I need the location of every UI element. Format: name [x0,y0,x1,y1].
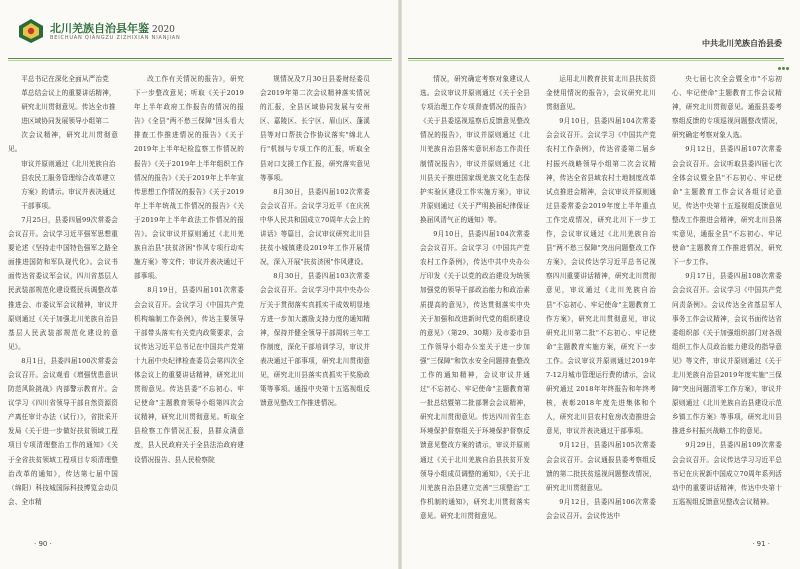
header-rule [408,58,784,59]
paragraph: 8月30日，县委四届102次常委会会议召开。会议学习近平《在庆祝中华人民共和国成立70周年大会上的讲话》等篇目，会议审议研究北川县扶贫小城镇建设2019年工作开展情况，深入开展"扶贫济困"作风建设。 [260,187,370,267]
paragraph: 9月10日，县委四届104次常委会会议召开。会议学习《中国共产党农村工作条例》，传达中共中央办公厅印发《关于以党的政治建设为统领加强党的领导干部政治能力和政治素质提高的意见》，传达贯彻落实中央关于加强和改进新时代党的组织建设的意见》（第29、30期）及市委市县工作领导小组办公室关于进一步加强"三保障"和饮水安全问题排查整改工作的通知精神，会议审议并通过"不忘初心、牢记使命"主题教育第一批总结暨第二批部署会会议精神，研究北川贯彻意见。传达四川省生态环境保护督察组关于环境保护督察反馈意见整改方案的请示，审议并原则通过《关于北川羌族自治县扶贫开发领导小组成员调整的通知》，《关于北川羌族自治县建立完善"三项整治"工作机制的通知》，研究北川贯彻落实意见。研究北川贯彻意见。 [420,230,530,520]
page-number-right: · 91 · [752,540,770,548]
text-column-2 [546,72,656,520]
paragraph: 9月12日，县委四届107次常委会会议召开。会议听取县委四届七次全体会议暨全县"不忘初心、牢记使命"主题教育工作会议各组讨论意见，传达中央第十五巡视组反馈意见整改工作推进会精神，研究北川县落实意见，通报全县"不忘初心、牢记使命"主题教育工作推进情况，研究下一步工作。 [672,145,782,267]
header-rule [8,58,392,59]
paragraph: 运用北川教育扶贫北川县扶贫资金使用情况的报告》，会议研究北川贯彻意见。 [546,75,656,112]
paragraph: 县农民工服务管理综合改革建立 [21,173,116,182]
paragraph: 央七届七次全会暨全市"不忘初心、牢记使命"主题教育工作会议精神，研究北川贯彻意见。通报县委考察组反馈的专项巡视问题整改情况，研究确定考察对象人选。 [672,75,782,140]
paragraph: 9月12日，县委四届105次常委会会议召开。会议通报县委考察组反馈的第二批扶贫巡视问题整改情况，研究北川贯彻意见。 [546,441,656,492]
paragraph: 8月1日，县委四届100次常委会会议召开。会议观看《增强忧患意识 防范风险挑战》内部警示教育片。会议学习《四川省领导干部自然资源资产离任审计办法（试行）》，省批采开发局《关于进一步做好扶贫领域工程项目专项清理整治工作的通知》《关于全省扶贫领域工程项目专项清理整治改革的通知》，传达第七届中国（绵阳）科技城国际科技博览会动员会、全市精 [8,356,118,506]
yearbook-title [50,20,175,36]
paragraph: 9月12日，县委四届106次常委会会议召开。会议传达中 [546,497,656,520]
paragraph: 8月19日，县委四届101次常委会会议召开。会议学习《中国共产党机构编制工作条例》，传达主要领导干部带头落实有关党内政策要求，会议传达习近平总书记在中国共产党第十九届中央纪律检查委员会第四次全体会议上的重要讲话精神，研究北川贯彻意见。传达县委"不忘初心、牢记使命"主题教育领导小组第四次会议精神，研究北川贯彻意见。听取全县检察工作情况汇报，县群众满意度，县人民政府关于全县法治政府建设情况报告、县人民检察院 [134,286,244,464]
text-column-1 [8,72,118,512]
paragraph: 研究北川贯彻意见。传达全市推 [21,103,116,112]
paragraph: 次会议精神，研究北川贯彻意见。 [8,131,118,154]
page-number-left: · 90 · [34,540,52,548]
yearbook-logo-icon [18,18,44,44]
paragraph: 规情况及7月30日县委财经委员会2019年第二次会议精神落实情况的汇报，全县区域协同发展与安州区、嘉陵区、长宁区、眉山区、蓬溪县等对口帮扶合作协议落实"绵北人行"机制与专项工作的汇报，听取全县对口支援工作汇报，研究落实意见等事项。 [260,75,370,182]
text-column-2 [134,72,244,512]
text-column-3 [260,72,370,512]
paragraph: 情况，研究确定考察对象建议人选。会议审议并原则通过《关于全县专项治理工作专项督查情况的报告》《关于县委巡视巡察后反馈意见整改情况的报告》，审议并原则通过《北川羌族自治县落实意识形态工作责任制情况报告》，审议并原则通过《北川县关于推进国家级羌族文化生态保护实验区建设工作实施方案》，审议并原则通过《关于严明换届纪律保证换届风清气正的通知》等。 [420,75,530,224]
paragraph: 进区域协同发展领导小组第二 [21,117,109,126]
text-column-1 [420,72,530,520]
header-rule-secondary [408,60,784,61]
header-ornament [778,55,792,63]
yearbook-title-text: 北川羌族自治县年鉴 [50,22,149,35]
paragraph: 干部事项。 [21,201,55,210]
paragraph: 方案》的请示。审议并表决通过 [21,187,116,196]
paragraph: 9月17日，县委四届108次常委会会议召开。会议学习《中国共产党问责条例》。会议传达全省基层军人事务工作会议精神，会议书面传达省委组织部《关于加强组织部门对各级组织工作人员政治能力建设的指导意见》等文件，审议并原则通过《关于北川羌族自治县2019年度实施"三保障"突出问题清零工作方案》，审议并原则通过《北川羌族自治县建设示范乡镇工作方案》等事项，研究北川县推进乡村振兴战略工作的意见。 [672,272,782,436]
paragraph: 9月10日，县委四届104次常委会会议召开。会议学习《中国共产党农村工作条例》，传达省委第二届乡村振兴战略领导小组第二次会议精神，传达全省县域农村土地制度改革试点推进会精神，会议审议并原则通过县委常委会2019年度上半年重点工作完成情况，研究北川下一步工作，会议审议通过《北川羌族自治县"两不愁三保障"突出问题整改工作方案》，会议传达学习近平总书记视察四川重要讲话精神，研究北川贯彻意见，审议通过《北川羌族自治县"不忘初心、牢记使命"主题教育工作方案》，研究北川贯彻意见，审议研究北川第二批"不忘初心、牢记使命"主题教育实施方案，研究下一步工作。会议审议并原则通过2019年7-12月城市管理运行费的请示，会议研究通过 2018年年终报告和年终考核，表彰2018年度先进集体和个人，研究北川县农村危房改造推进会意见，审议并表决通过干部事项。 [546,117,656,436]
paragraph: 改工作有关情况的报告》，研究下一步整改意见；听取《关于2019年上半年政府工作报告的情况的报告》《全县"两不愁三保障"回头看大排查工作推进情况的报告》《关于2019年上半年纪检监察工作情况的报告》《关于2019年上半年组织工作情况的报告》《关于2019年上半年宣传思想工作情况的报告》《关于2019年上半年统战工作情况的报告》《关于2019年上半年政法工作情况的报告》。会议审议并原则通过《北川羌族自治县"扶贫济困"作风专项行动实施方案》等文件；审议并表决通过干部事项。 [134,75,244,281]
text-column-3 [672,72,782,512]
section-title: 中共北川羌族自治县委 [702,39,782,48]
paragraph: 8月30日，县委四届103次常委会会议召开。会议学习中共中央办公厅关于贯彻落实真抓实干成效明显地方进一步加大激励支持力度的通知精神，保持并健全领导干部周转三年工作制度，深化干部培训学习，审议并表决通过干部事项，研究北川贯彻意见，研究北川县落实真抓实干奖励政策等事项。通报中央第十五巡视组反馈意见整改工作推进情况。 [260,272,370,408]
paragraph: 革总结会议上的重要讲话精神， [21,89,116,98]
header-rule-secondary [8,60,392,61]
yearbook-pinyin: BEICHUAN QIANGZU ZIZHIXIAN NIANJIAN [50,35,181,41]
yearbook-year: 2020 [152,25,175,35]
paragraph: 7月25日，县委四届99次常委会会议召开。会议学习近平强军思想重要论述《坚持走中国特色强军之路全面推进国防和军队现代化》。会议书面传达省委议军会议，四川省基层人民武装部规范化建设暨民兵调整改革推进会、市委议军会议精神，审议并原则通过《关于加强北川羌族自治县基层人民武装部规范化建设的意见》。 [8,215,118,351]
paragraph: 审议并原则通过《北川羌族自治 [21,159,116,168]
paragraph: 平总书记在深化全面从严治党 [21,75,109,83]
paragraph: 9月29日，县委四届109次常委会会议召开。会议传达学习习近平总书记在庆祝新中国成立70周年系列活动中的重要讲话精神，传达中央第十五巡视组反馈意见整改会议精神。 [672,441,782,506]
right-page [400,0,800,569]
